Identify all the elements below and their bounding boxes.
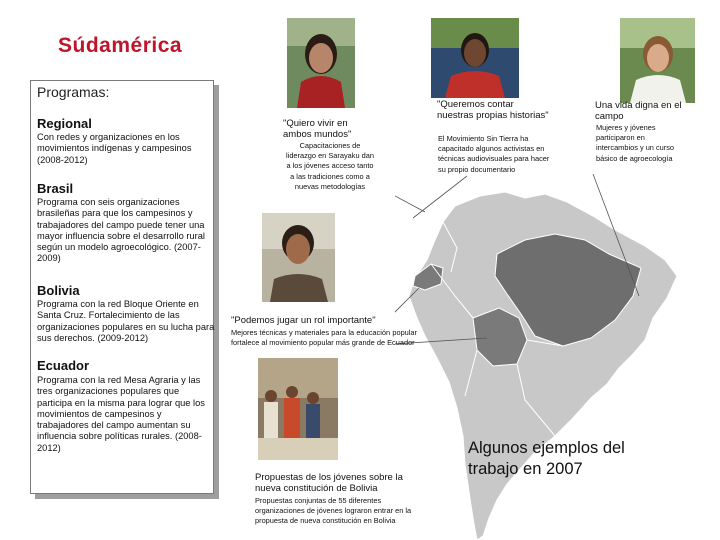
- section-text-regional: Con redes y organizaciones en los movimientos indígenas y campesinos (2008-2012): [37, 132, 192, 165]
- photo-mst-woman: [431, 18, 519, 98]
- section-text-ecuador: Programa con la red Mesa Agraria y las tres organizaciones populares que participa en la misma para lograr que los movimientos de campesinos y trabajadores del campo aumentan su influencia sobre políticas rurales. (2008-2012): [37, 375, 205, 453]
- quote-heading-ecuador: "Podemos jugar un rol importante": [231, 315, 376, 326]
- section-text-brasil: Programa con seis organizaciones brasileñas para que los campesinos y trabajadores del campo puede tener una mayor influencia sobre el desarrollo rural según un modelo agroecológico. (2007-2009): [37, 197, 205, 264]
- section-title-brasil: Brasil: [37, 181, 74, 196]
- photo-ecuador-man: [262, 213, 335, 302]
- page-title: Súdamérica: [58, 34, 183, 57]
- section-title-ecuador: Ecuador: [37, 358, 90, 373]
- quote-heading-campo: Una vida digna en el campo: [595, 100, 682, 122]
- photo-bolivia-youth: [258, 358, 338, 460]
- quote-heading-mst: "Queremos contar nuestras propias historias": [437, 99, 549, 121]
- section-text-bolivia: Programa con la red Bloque Oriente en Santa Cruz. Fortalecimiento de las organizaciones populares en su lucha para sus derechos. (2009-2012): [37, 299, 215, 343]
- section-title-bolivia: Bolivia: [37, 283, 80, 298]
- quote-text-bolivia: Propuestas conjuntas de 55 diferentes organizaciones de jóvenes lograron entrar en la propuesta de nueva constitución en Bolivia: [255, 496, 412, 526]
- caption: Algunos ejemplos del trabajo en 2007: [468, 439, 625, 478]
- photo-campo-woman: [620, 18, 695, 103]
- photo-sarayaku-woman: [287, 18, 355, 108]
- section-title-regional: Regional: [37, 116, 92, 131]
- quote-text-sarayaku: Capacitaciones de liderazgo en Sarayaku dan a los jóvenes acceso tanto a las tradiciones como a nuevas metodologías: [286, 141, 374, 191]
- panel-heading: Programas:: [37, 84, 110, 100]
- pointer-line: [395, 168, 425, 212]
- quote-text-ecuador: Mejores técnicas y materiales para la educación popular fortalece al movimiento popular más grande de Ecuador: [231, 328, 417, 348]
- quote-text-campo: Mujeres y jóvenes participaron en intercambios y un curso básico de agroecología: [596, 123, 675, 163]
- quote-heading-sarayaku: "Quiero vivir en ambos mundos": [283, 118, 352, 140]
- quote-text-mst: El Movimiento Sin Tierra ha capacitado algunos activistas en técnicas audiovisuales para hacer su propio documentario: [438, 134, 550, 174]
- quote-heading-bolivia: Propuestas de los jóvenes sobre la nueva constitución de Bolivia: [255, 472, 403, 494]
- south-america-map: [395, 168, 685, 540]
